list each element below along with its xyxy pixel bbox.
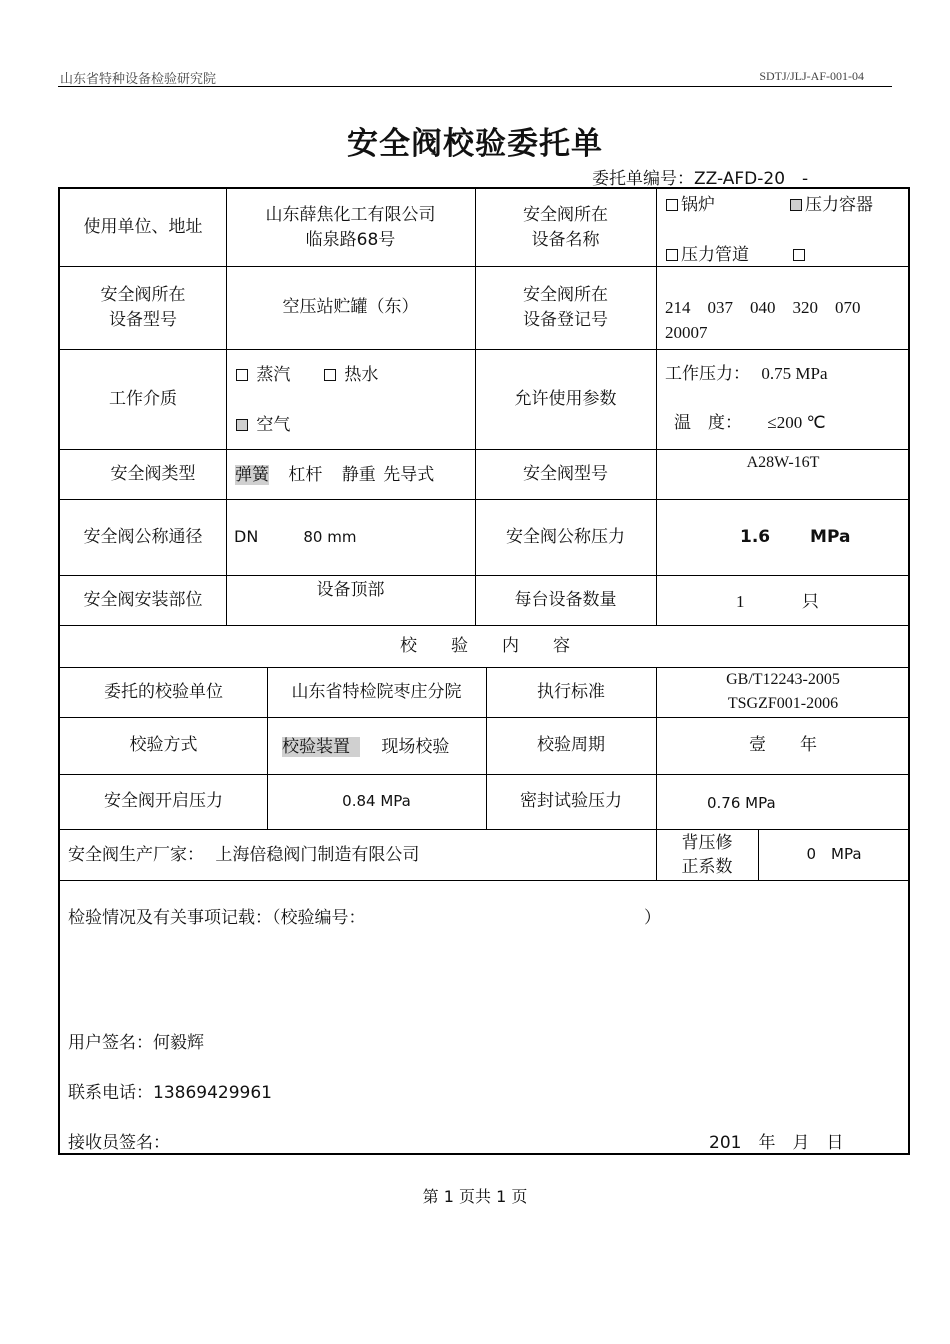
equip-model-value	[226, 266, 475, 349]
checkbox-icon[interactable]	[793, 249, 805, 261]
verify-method-site[interactable]: 现场校验	[381, 737, 450, 757]
valve-model-label	[475, 449, 656, 499]
install-pos-value: 设备顶部	[316, 580, 385, 600]
equip-reg-label-line1: 安全阀所在	[523, 284, 608, 305]
option-pressure-pipe-label: 压力管道	[681, 245, 749, 265]
valve-model-label-text: 安全阀型号	[523, 463, 608, 484]
temperature-label: 温 度：	[674, 413, 742, 433]
checkbox-icon[interactable]	[324, 369, 336, 381]
option-blank[interactable]	[793, 243, 808, 267]
valve-type-spring[interactable]: 弹簧	[235, 465, 269, 485]
row-divider	[60, 880, 910, 881]
manufacturer-label: 安全阀生产厂家：	[68, 845, 204, 865]
contact-phone: 联系电话：13869429961	[68, 1083, 272, 1103]
user-signature: 用户签名：何毅辉	[68, 1033, 204, 1053]
verify-cycle-value	[656, 717, 910, 774]
nominal-dia-prefix: DN	[234, 527, 259, 546]
backpressure-value-text: 0 MPa	[806, 845, 862, 863]
open-pressure-value	[267, 774, 486, 829]
verify-method-options	[282, 735, 449, 759]
user-unit-name: 山东薛焦化工有限公司	[265, 204, 436, 225]
equip-name-label-line2: 设备名称	[531, 229, 600, 250]
option-pressure-vessel[interactable]	[790, 193, 873, 217]
form-table	[58, 187, 910, 1155]
verify-unit-label-text: 委托的校验单位	[104, 681, 223, 702]
temperature	[674, 411, 826, 435]
nominal-dia-value	[234, 525, 356, 549]
section-title	[60, 625, 910, 667]
qty-label	[475, 575, 656, 625]
option-pressure-vessel-label: 压力容器	[805, 195, 873, 215]
backpressure-label	[656, 829, 758, 880]
qty-label-text: 每台设备数量	[514, 589, 617, 610]
checkbox-icon[interactable]	[666, 249, 678, 261]
seal-pressure-label-text: 密封试验压力	[520, 791, 622, 811]
verify-cycle-label-text: 校验周期	[537, 735, 605, 755]
equip-model-label-line1: 安全阀所在	[100, 284, 186, 305]
valve-type-deadweight[interactable]: 静重	[341, 465, 376, 485]
page-title: 安全阀校验委托单	[347, 126, 603, 162]
option-air-label: 空气	[256, 415, 291, 435]
equip-reg-label-line2: 设备登记号	[523, 309, 608, 330]
nominal-dia-label	[60, 499, 226, 575]
seal-pressure-value: 0.76 MPa	[707, 794, 776, 812]
date-field: 201 年 月 日	[709, 1133, 844, 1153]
option-boiler-label: 锅炉	[681, 195, 715, 215]
header-doc-code: SDTJ/JLJ-AF-001-04	[759, 69, 864, 83]
backpressure-label-line2: 正系数	[681, 856, 733, 877]
manufacturer	[68, 843, 419, 867]
equip-model-label	[60, 266, 226, 349]
verify-method-label-text: 校验方式	[129, 735, 198, 755]
backpressure-label-line1: 背压修	[681, 832, 733, 853]
nominal-pressure-label-text: 安全阀公称压力	[506, 526, 625, 547]
standard-label	[486, 667, 656, 717]
params-label	[475, 349, 656, 449]
standard-label-text: 执行标准	[537, 681, 605, 702]
checkbox-icon[interactable]	[236, 369, 248, 381]
equip-model-label-line2: 设备型号	[109, 309, 177, 330]
backpressure-value	[758, 829, 910, 880]
nominal-pressure-unit: MPa	[810, 527, 851, 547]
standard-value-line2: TSGZF001-2006	[727, 695, 839, 712]
medium-label	[60, 349, 226, 449]
page-footer: 第 1 页共 1 页	[422, 1187, 528, 1206]
valve-type-label	[60, 449, 246, 499]
medium-label-text: 工作介质	[109, 388, 177, 409]
install-pos-label	[60, 575, 226, 625]
temperature-value: ≤200 ℃	[767, 413, 826, 432]
standard-value-line1: GB/T12243-2005	[726, 671, 840, 688]
checkbox-checked-icon[interactable]	[790, 199, 802, 211]
nominal-dia-number: 80 mm	[303, 528, 357, 546]
option-hotwater[interactable]	[324, 363, 378, 387]
valve-type-options	[235, 463, 434, 487]
option-pressure-pipe[interactable]	[666, 243, 749, 267]
equip-model-value-text: 空压站贮罐（东）	[282, 297, 419, 317]
section-title-text: 校 验 内 容	[400, 635, 570, 656]
nominal-pressure-value	[740, 525, 850, 549]
col-divider	[656, 189, 657, 625]
user-unit-label-text: 使用单位、地址	[83, 217, 203, 237]
valve-model-value: A28W-16T	[746, 454, 820, 471]
working-pressure-value: 0.75 MPa	[761, 364, 828, 383]
verify-method-device[interactable]: 校验装置	[282, 737, 360, 757]
option-steam[interactable]	[236, 363, 290, 387]
option-boiler[interactable]	[666, 193, 715, 217]
option-air[interactable]	[236, 413, 290, 437]
header-org: 山东省特种设备检验研究院	[60, 72, 217, 87]
equip-reg-value-line1: 214 037 040 320 070	[665, 298, 861, 317]
nominal-pressure-number: 1.6	[740, 527, 771, 547]
open-pressure-label	[60, 774, 267, 829]
user-unit-address: 临泉路68号	[305, 229, 396, 250]
verify-unit-value-text: 山东省特检院枣庄分院	[291, 681, 462, 702]
standard-value	[656, 667, 910, 717]
working-pressure	[665, 362, 828, 386]
user-unit-label	[60, 189, 226, 266]
equip-name-label-line1: 安全阀所在	[523, 204, 608, 225]
checkbox-icon[interactable]	[666, 199, 678, 211]
qty-number: 1	[736, 592, 745, 611]
record-label: 检验情况及有关事项记载：（校验编号：	[68, 908, 366, 928]
nominal-dia-label-text: 安全阀公称通径	[83, 526, 203, 547]
open-pressure-label-text: 安全阀开启压力	[104, 791, 223, 811]
checkbox-checked-icon[interactable]	[236, 419, 248, 431]
verify-cycle-value-text: 壹 年	[749, 735, 817, 755]
open-pressure-value-text: 0.84 MPa	[342, 792, 411, 810]
valve-type-label-text: 安全阀类型	[110, 463, 196, 484]
working-pressure-label: 工作压力：	[665, 364, 750, 384]
seal-pressure-label	[486, 774, 656, 829]
order-number: 委托单编号：ZZ-AFD-20 -	[592, 169, 809, 189]
params-label-text: 允许使用参数	[514, 388, 617, 409]
verify-method-label	[60, 717, 267, 774]
record-close: ）	[644, 908, 661, 928]
qty-unit: 只	[801, 592, 819, 612]
nominal-pressure-label	[475, 499, 656, 575]
receiver-signature: 接收员签名：	[68, 1133, 170, 1153]
user-unit-value	[226, 189, 475, 266]
qty-value	[736, 590, 819, 614]
equip-reg-value-line2: 20007	[665, 323, 708, 342]
manufacturer-value: 上海倍稳阀门制造有限公司	[215, 845, 420, 865]
verify-unit-label	[60, 667, 267, 717]
install-pos-label-text: 安全阀安装部位	[83, 589, 203, 610]
option-steam-label: 蒸汽	[256, 365, 291, 385]
option-hotwater-label: 热水	[344, 365, 379, 385]
valve-type-lever[interactable]: 杠杆	[288, 465, 323, 485]
verify-cycle-label	[486, 717, 656, 774]
equip-reg-label	[475, 266, 656, 349]
valve-type-pilot[interactable]: 先导式	[383, 465, 435, 485]
equip-name-label	[475, 189, 656, 266]
header-divider	[58, 86, 892, 87]
verify-unit-value	[267, 667, 486, 717]
